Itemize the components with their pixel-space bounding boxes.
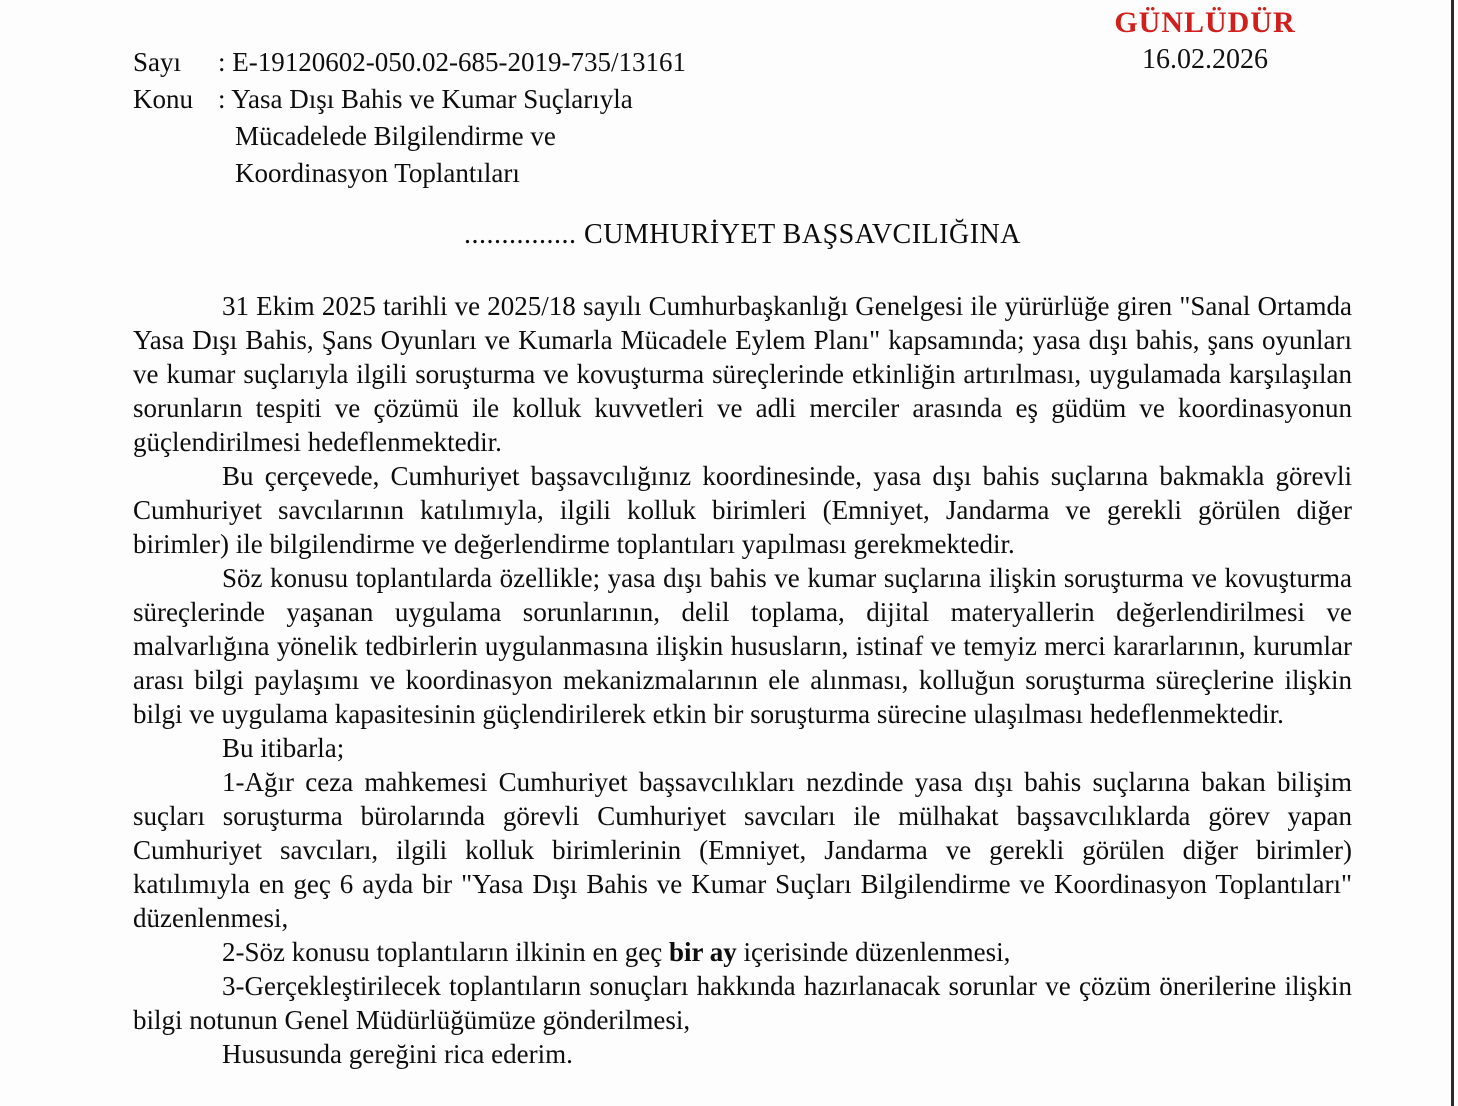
paragraph-1: 31 Ekim 2025 tarihli ve 2025/18 sayılı Cumhurbaşkanlığı Genelgesi ile yürürlüğe giren "Sanal Ortamda Yasa Dışı Bahis, Şans Oyunları ve Kumarla Mücadele Eylem Planı" kapsamında; yasa dışı bahis, şans oyunları ve kumar suçlarıyla ilgili soruşturma ve kovuşturma süreçlerinde etkinliğin artırılması, uygulamada karşılaşılan sorunların tespiti ve çözümü ile kolluk kuvvetleri ve adli merciler arasında eş güdüm ve koordinasyonun güçlendirilmesi hedeflenmektedir. xyxy=(133,291,1352,457)
sayi-label: Sayı xyxy=(133,47,182,77)
paragraph-8-closing: Hususunda gereğini rica ederim. xyxy=(222,1039,573,1069)
meta-konu-row xyxy=(133,81,686,118)
document-body xyxy=(133,289,1352,1071)
paragraph-4: Bu itibarla; xyxy=(222,733,345,763)
urgency-stamp: GÜNLÜDÜR xyxy=(1114,6,1296,39)
salutation-line: ............... CUMHURİYET BAŞSAVCILIĞINA xyxy=(464,219,1021,250)
paragraph-3: Söz konusu toplantılarda özellikle; yasa dışı bahis ve kumar suçlarına ilişkin soruşturma ve kovuşturma süreçlerinde yaşanan uygulama sorunlarının, delil toplama, dijital materyallerin değerlendirilmesi ve malvarlığına yönelik tedbirlerin uygulanmasına ilişkin hususların, istinaf ve temyiz merci kararlarının, kurumlar arası bilgi paylaşımı ve koordinasyon mekanizmalarının ele alınması, kolluğun soruşturma süreçlerine ilişkin bilgi ve uygulama kapasitesinin güçlendirilerek etkin bir soruşturma sürecine ulaşılması hedeflenmektedir. xyxy=(133,563,1352,729)
konu-label: Konu xyxy=(133,84,193,114)
document-date: 16.02.2026 xyxy=(1142,44,1268,75)
konu-value-line-1: : Yasa Dışı Bahis ve Kumar Suçlarıyla xyxy=(218,84,633,114)
paragraph-5-item-1: 1-Ağır ceza mahkemesi Cumhuriyet başsavcılıkları nezdinde yasa dışı bahis suçlarına bakan bilişim suçları soruşturma bürolarında görevli Cumhuriyet savcıları ile mülhakat başsavcılıklarda görev yapan Cumhuriyet savcıları, ilgili kolluk birimlerinin (Emniyet, Jandarma ve gerekli görülen diğer birimler) katılımıyla en geç 6 ayda bir "Yasa Dışı Bahis ve Kumar Suçları Bilgilendirme ve Koordinasyon Toplantıları" düzenlenmesi, xyxy=(133,767,1352,933)
item-2-bold-duration: bir ay xyxy=(668,937,737,967)
item-2-prefix: 2-Söz konusu toplantıların ilkinin en geç xyxy=(222,937,669,967)
konu-value-line-2: Mücadelede Bilgilendirme ve xyxy=(235,121,556,151)
document-meta xyxy=(133,44,686,192)
page-edge-rule xyxy=(1451,0,1454,1106)
paragraph-6-item-2 xyxy=(133,935,1352,969)
item-2-suffix: içerisinde düzenlenmesi, xyxy=(736,937,1011,967)
meta-sayi-row xyxy=(133,44,686,81)
sayi-value: : E-19120602-050.02-685-2019-735/13161 xyxy=(218,47,686,77)
paragraph-7-item-3: 3-Gerçekleştirilecek toplantıların sonuçları hakkında hazırlanacak sorunlar ve çözüm önerilerine ilişkin bilgi notunun Genel Müdürlüğümüze gönderilmesi, xyxy=(133,971,1352,1035)
header-right-block xyxy=(1055,6,1355,77)
konu-value-line-3: Koordinasyon Toplantıları xyxy=(235,158,520,188)
paragraph-2: Bu çerçevede, Cumhuriyet başsavcılığınız koordinesinde, yasa dışı bahis suçlarına bakmakla görevli Cumhuriyet savcılarının katılımıyla, ilgili kolluk birimleri (Emniyet, Jandarma ve gerekli görülen diğer birimler) ile bilgilendirme ve değerlendirme toplantıları yapılması gerekmektedir. xyxy=(133,461,1352,559)
